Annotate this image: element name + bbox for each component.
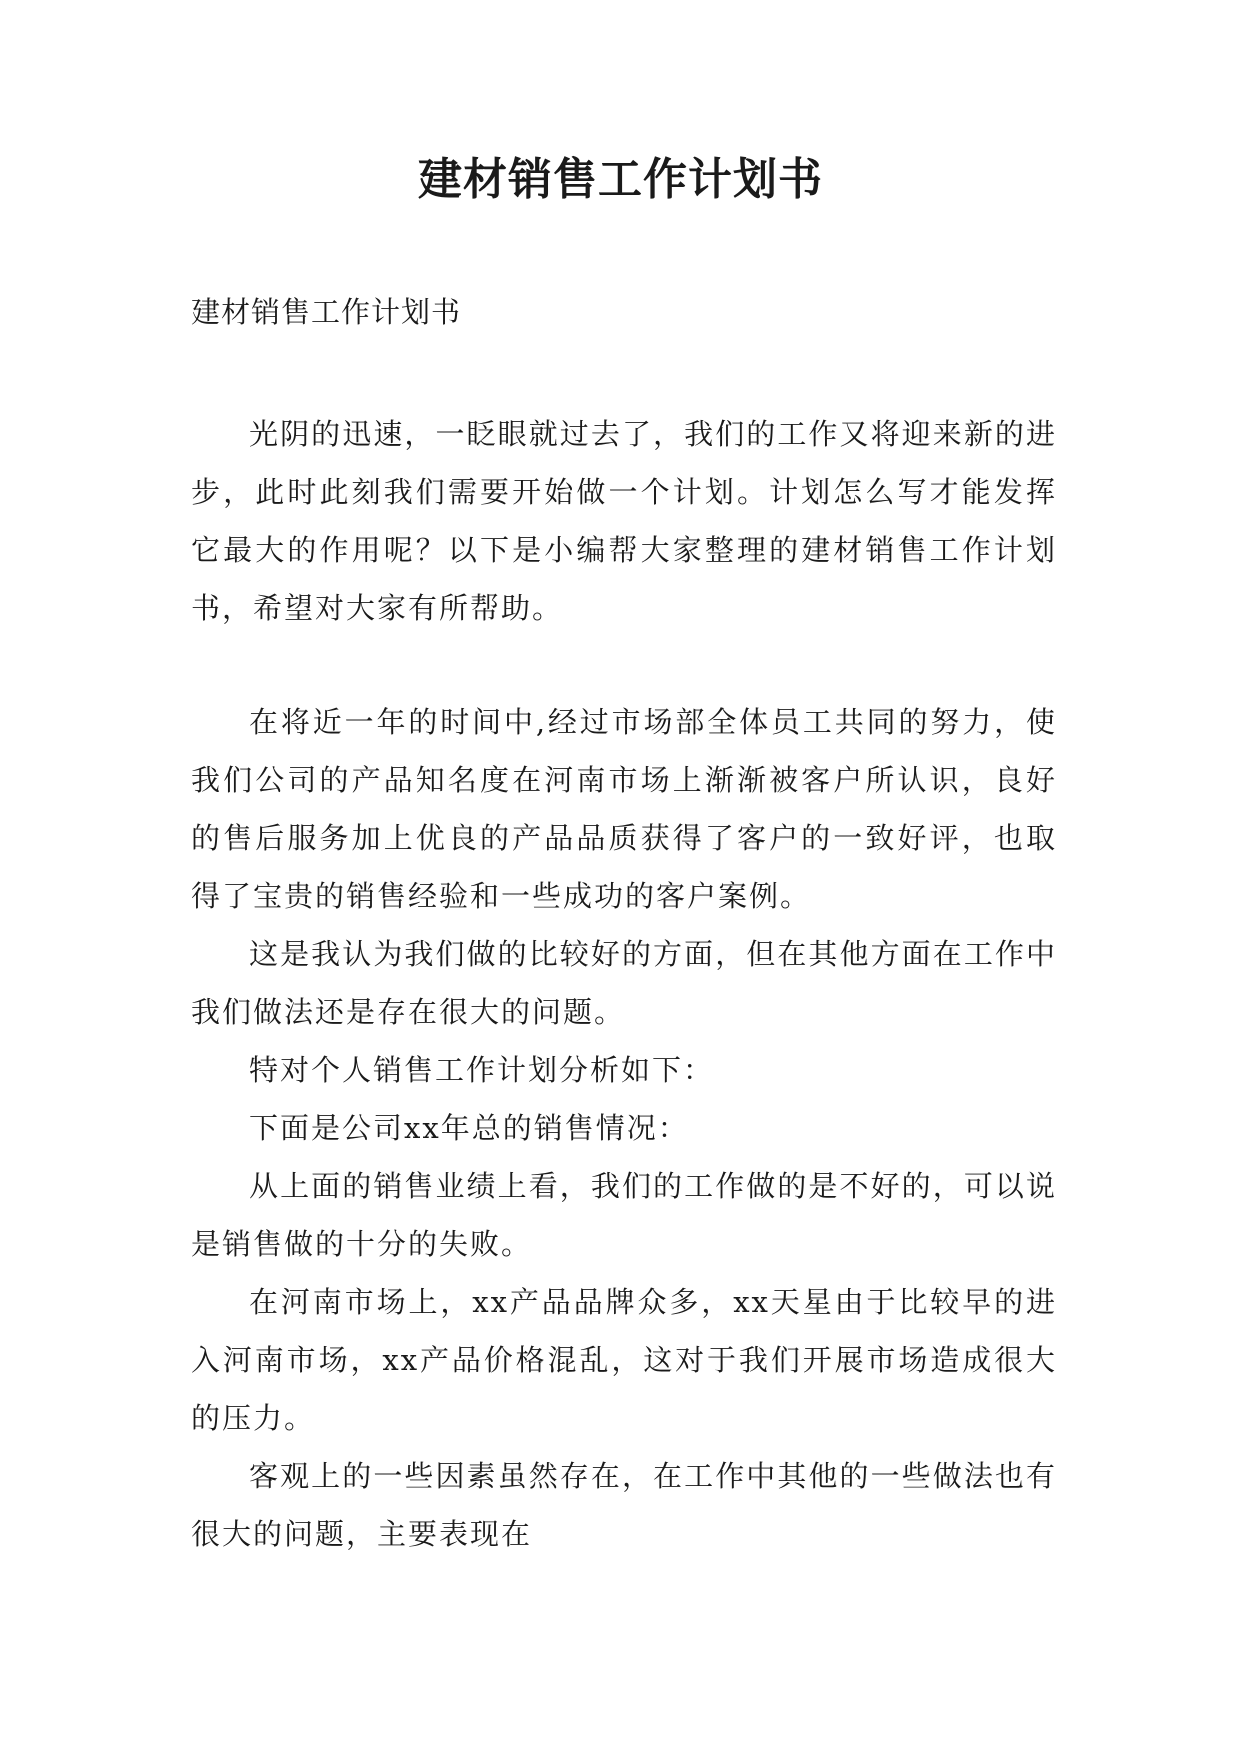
body-paragraph: 特对个人销售工作计划分析如下：: [249, 1053, 715, 1087]
body-paragraph: 这是我认为我们做的比较好的方面，但在其他方面在工作中我们做法还是存在很大的问题。: [191, 937, 1057, 1029]
body-paragraph: 在河南市场上，xx产品品牌众多，xx天星由于比较早的进入河南市场，xx产品价格混乱，这对于我们开展市场造成很大的压力。: [191, 1285, 1057, 1435]
document-subtitle: 建材销售工作计划书: [191, 295, 462, 329]
body-paragraph: 在将近一年的时间中,经过市场部全体员工共同的努力，使我们公司的产品知名度在河南市场上渐渐被客户所认识，良好的售后服务加上优良的产品品质获得了客户的一致好评，也取得了宝贵的销售经验和一些成功的客户案例。: [191, 705, 1057, 913]
intro-section: [191, 405, 1057, 637]
body-section: [191, 693, 1057, 1563]
body-paragraph: 从上面的销售业绩上看，我们的工作做的是不好的，可以说是销售做的十分的失败。: [191, 1169, 1057, 1261]
document-title: 建材销售工作计划书: [418, 154, 823, 205]
intro-paragraph: 光阴的迅速，一眨眼就过去了，我们的工作又将迎来新的进步，此时此刻我们需要开始做一个计划。计划怎么写才能发挥它最大的作用呢？以下是小编帮大家整理的建材销售工作计划书，希望对大家有所帮助。: [191, 417, 1057, 625]
body-paragraph: 客观上的一些因素虽然存在，在工作中其他的一些做法也有很大的问题，主要表现在: [191, 1459, 1057, 1551]
body-paragraph: 下面是公司xx年总的销售情况：: [249, 1111, 689, 1145]
